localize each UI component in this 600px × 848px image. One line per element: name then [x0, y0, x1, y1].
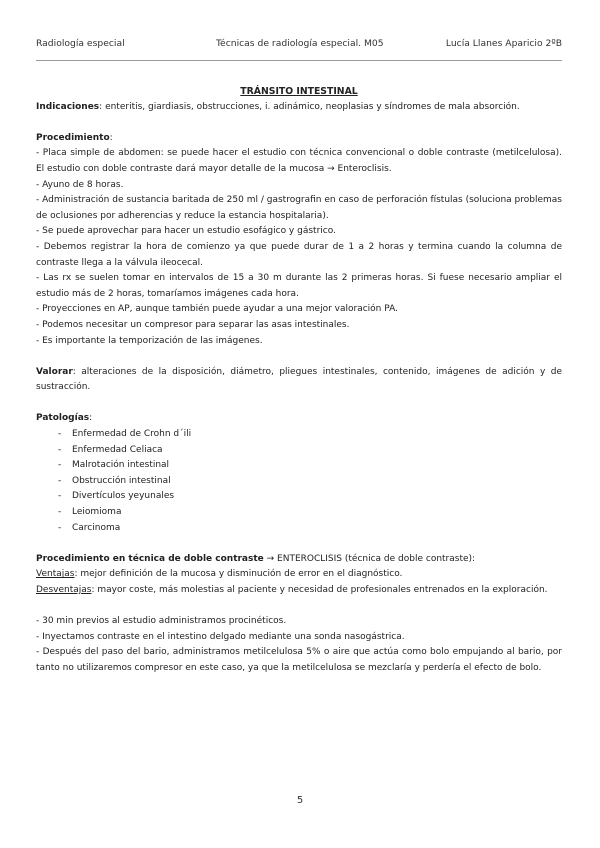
desventajas-text: : mayor coste, más molestias al paciente y necesidad de profesionales entrenados en la exploración. [91, 585, 548, 595]
procedimiento-colon: : [109, 132, 113, 143]
list-item: - Divertículos yeyunales [58, 491, 175, 502]
indicaciones-label: Indicaciones [36, 101, 100, 112]
list-item: - Enfermedad de Crohn d´ili [58, 429, 192, 440]
list-item: - Enfermedad Celiaca [58, 444, 163, 455]
header-author: Lucía Llanes Aparicio 2ºB [445, 38, 562, 49]
patologias-colon: : [89, 413, 93, 424]
procedimiento-item: - Placa simple de abdomen: se puede hacer el estudio con técnica convencional o doble contraste (metilcelulosa). El estudio con doble contraste dará mayor detalle de la mucosa → Enteroclisis. [36, 148, 562, 174]
procedimiento-item: - Administración de sustancia baritada de 250 ml / gastrografin en caso de perforación fístulas (soluciona problemas de oclusiones por adherencias y reduce la estancia hospitalaria). [36, 195, 562, 221]
procedimiento-item: - Las rx se suelen tomar en intervalos de 15 a 30 m durante las 2 primeras horas. Si fuese necesario ampliar el estudio más de 2 horas, tomaríamos imágenes cada hora. [36, 273, 562, 299]
procedimiento-item: - Debemos registrar la hora de comienzo ya que puede durar de 1 a 2 horas y termina cuando la columna de contraste llega a la válvula ileocecal. [36, 241, 562, 268]
valorar-label: Valorar [36, 366, 73, 377]
patologias-list [36, 427, 562, 536]
patologias-heading [36, 411, 562, 427]
doble-contraste-heading [36, 552, 562, 568]
doble-contraste-text: → ENTEROCLISIS (técnica de doble contraste): [263, 553, 476, 564]
header-module: Técnicas de radiología especial. M05 [216, 38, 384, 49]
ventajas-label: Ventajas [36, 569, 75, 580]
list-item: - Leiomioma [58, 507, 122, 518]
list-item: - Obstrucción intestinal [58, 475, 171, 486]
procedimiento-item: - Ayuno de 8 horas. [36, 179, 124, 190]
header-subject: Radiología especial [36, 38, 125, 49]
procedimiento-item: - Se puede aprovechar para hacer un estudio esofágico y gástrico. [36, 226, 336, 237]
procedimiento-item: - Podemos necesitar un compresor para separar las asas intestinales. [36, 319, 350, 330]
procedimiento-item: - Es importante la temporización de las imágenes. [36, 335, 263, 346]
procedimiento-label: Procedimiento [36, 132, 110, 143]
procedimiento-item: - Proyecciones en AP, aunque también puede ayudar a una mejor valoración PA. [36, 304, 398, 315]
valorar-paragraph [36, 365, 562, 396]
page-title: TRÁNSITO INTESTINAL [240, 86, 358, 97]
indicaciones-paragraph [36, 100, 562, 116]
indicaciones-text: : enteritis, giardiasis, obstrucciones, i. adinámico, neoplasias y síndromes de mala absorción. [99, 101, 520, 112]
procedimiento-heading [36, 131, 562, 147]
document-body [36, 84, 562, 677]
ventajas-paragraph [36, 567, 562, 583]
desventajas-paragraph [36, 583, 562, 599]
extra-item: - Después del paso del bario, administramos metilcelulosa 5% o aire que actúa como bolo empujando al bario, por tanto no utilizaremos compresor en este caso, ya que la metilcelulosa se mezclaría y perdería el efecto de bolo. [36, 647, 562, 673]
desventajas-label: Desventajas [36, 585, 92, 595]
extra-item: - Inyectamos contraste en el intestino delgado mediante una sonda nasogástrica. [36, 631, 405, 642]
ventajas-text: : mejor definición de la mucosa y disminución de error en el diagnóstico. [74, 569, 403, 580]
extra-item: - 30 min previos al estudio administramos procinéticos. [36, 616, 287, 627]
page-number: 5 [296, 795, 304, 806]
list-item: - Carcinoma [58, 522, 121, 533]
patologias-label: Patologías [36, 413, 90, 424]
header-divider [36, 60, 562, 61]
valorar-text: : alteraciones de la disposición, diámetro, pliegues intestinales, contenido, imágenes de adición y de sustracción. [36, 366, 562, 393]
doble-contraste-label: Procedimiento en técnica de doble contraste [36, 553, 264, 564]
list-item: - Malrotación intestinal [58, 460, 170, 471]
